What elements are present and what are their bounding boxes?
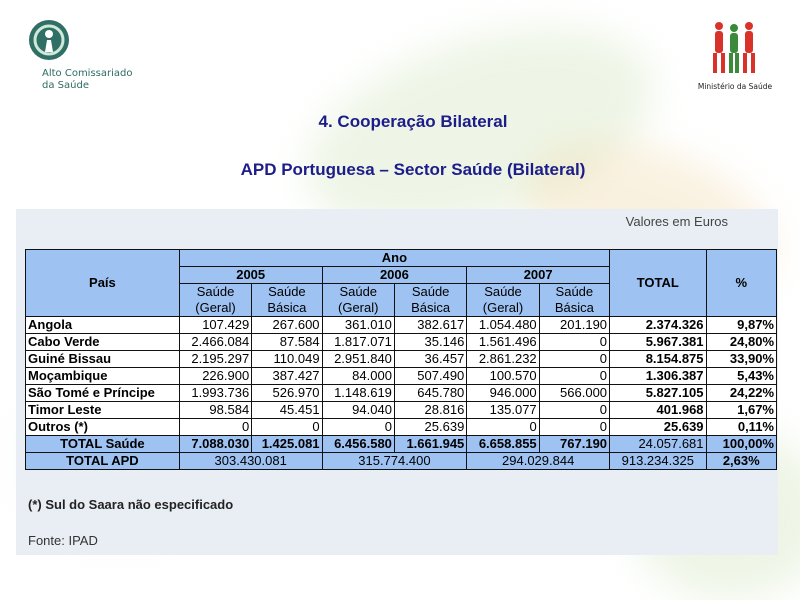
value-cell: 566.000 — [539, 385, 609, 402]
cell: 315.774.400 — [322, 453, 467, 470]
header-saude-basica — [394, 284, 466, 317]
sub-line1: Saúde — [484, 284, 522, 299]
pct-cell: 9,87% — [706, 317, 776, 334]
country-cell: Cabo Verde — [26, 334, 180, 351]
cell: 7.088.030 — [179, 436, 251, 453]
header-pct: % — [706, 250, 776, 317]
table-panel — [16, 209, 778, 555]
value-cell: 361.010 — [322, 317, 394, 334]
pct-cell: 24,22% — [706, 385, 776, 402]
country-cell: São Tomé e Príncipe — [26, 385, 180, 402]
header-saude-basica — [252, 284, 322, 317]
units-label: Valores em Euros — [625, 214, 728, 229]
header-year-2005: 2005 — [179, 267, 322, 284]
country-cell: Guiné Bissau — [26, 351, 180, 368]
value-cell: 0 — [539, 402, 609, 419]
cell: 1.661.945 — [394, 436, 466, 453]
value-cell: 0 — [539, 351, 609, 368]
cell: 294.029.844 — [467, 453, 610, 470]
cell: 303.430.081 — [179, 453, 322, 470]
ministerio-saude-figures-icon — [705, 18, 765, 76]
header-pais: País — [26, 250, 180, 317]
value-cell: 2.951.840 — [322, 351, 394, 368]
pct-cell: 33,90% — [706, 351, 776, 368]
table-row — [26, 317, 777, 334]
value-cell: 1.817.071 — [322, 334, 394, 351]
sub-line2: (Geral) — [338, 300, 379, 315]
value-cell: 267.600 — [252, 317, 322, 334]
value-cell: 526.970 — [252, 385, 322, 402]
total-cell: 25.639 — [610, 419, 707, 436]
value-cell: 645.780 — [394, 385, 466, 402]
table-row — [26, 368, 777, 385]
cell-total: 913.234.325 — [610, 453, 707, 470]
value-cell: 98.584 — [179, 402, 251, 419]
value-cell: 87.584 — [252, 334, 322, 351]
total-apd-row — [26, 453, 777, 470]
logo-text-line1: Alto Comissariado — [42, 68, 133, 79]
ministerio-saude-text: Ministério da Saúde — [697, 82, 773, 91]
total-cell: 5.827.105 — [610, 385, 707, 402]
sub-line2: Básica — [554, 300, 594, 315]
value-cell: 84.000 — [322, 368, 394, 385]
sub-line1: Saúde — [411, 284, 450, 299]
country-cell: Outros (*) — [26, 419, 180, 436]
header-total: TOTAL — [610, 250, 707, 317]
sub-line2: (Geral) — [482, 300, 524, 315]
value-cell: 0 — [539, 419, 609, 436]
header-row-ano — [26, 250, 777, 267]
total-cell: 5.967.381 — [610, 334, 707, 351]
header-ano: Ano — [179, 250, 609, 267]
sub-line1: Saúde — [555, 284, 594, 299]
value-cell: 1.148.619 — [322, 385, 394, 402]
table-row — [26, 419, 777, 436]
alto-comissariado-logo — [27, 18, 147, 92]
cell: 6.456.580 — [322, 436, 394, 453]
value-cell: 2.195.297 — [179, 351, 251, 368]
footnote: (*) Sul do Saara não especificado — [28, 497, 234, 512]
value-cell: 0 — [252, 419, 322, 436]
value-cell: 201.190 — [539, 317, 609, 334]
pct-cell: 24,80% — [706, 334, 776, 351]
cell-total: 24.057.681 — [610, 436, 707, 453]
total-apd-label: TOTAL APD — [26, 453, 180, 470]
cell: 6.658.855 — [467, 436, 539, 453]
value-cell: 1.561.496 — [467, 334, 539, 351]
cell: 1.425.081 — [252, 436, 322, 453]
sub-line1: Saúde — [196, 284, 235, 299]
source-label: Fonte: IPAD — [28, 533, 98, 548]
table-row — [26, 385, 777, 402]
alto-comissariado-emblem-icon — [27, 18, 71, 62]
value-cell: 36.457 — [394, 351, 466, 368]
sub-line2: Básica — [267, 300, 307, 315]
header-year-2007: 2007 — [467, 267, 610, 284]
value-cell: 2.466.084 — [179, 334, 251, 351]
value-cell: 100.570 — [467, 368, 539, 385]
value-cell: 1.993.736 — [179, 385, 251, 402]
value-cell: 110.049 — [252, 351, 322, 368]
header-saude-geral — [322, 284, 394, 317]
value-cell: 107.429 — [179, 317, 251, 334]
table-body — [26, 317, 777, 436]
logo-text-line2: da Saúde — [42, 80, 89, 91]
value-cell: 35.146 — [394, 334, 466, 351]
total-cell: 1.306.387 — [610, 368, 707, 385]
header-saude-geral — [467, 284, 539, 317]
value-cell: 226.900 — [179, 368, 251, 385]
value-cell: 2.861.232 — [467, 351, 539, 368]
table-row — [26, 351, 777, 368]
total-cell: 401.968 — [610, 402, 707, 419]
sub-line2: (Geral) — [195, 300, 236, 315]
total-saude-label: TOTAL Saúde — [26, 436, 180, 453]
pct-cell: 5,43% — [706, 368, 776, 385]
table-row — [26, 334, 777, 351]
ministerio-saude-logo — [690, 18, 780, 91]
value-cell: 946.000 — [467, 385, 539, 402]
sub-line2: Básica — [411, 300, 451, 315]
country-cell: Angola — [26, 317, 180, 334]
header-saude-basica — [539, 284, 609, 317]
total-cell: 2.374.326 — [610, 317, 707, 334]
value-cell: 382.617 — [394, 317, 466, 334]
value-cell: 507.490 — [394, 368, 466, 385]
total-cell: 8.154.875 — [610, 351, 707, 368]
total-saude-row — [26, 436, 777, 453]
value-cell: 0 — [467, 419, 539, 436]
value-cell: 25.639 — [394, 419, 466, 436]
page-subtitle: APD Portuguesa – Sector Saúde (Bilateral) — [240, 160, 586, 179]
cell-pct: 100,00% — [706, 436, 776, 453]
value-cell: 387.427 — [252, 368, 322, 385]
apd-health-table — [25, 249, 777, 470]
value-cell: 0 — [539, 368, 609, 385]
header-year-2006: 2006 — [322, 267, 467, 284]
alto-comissariado-logo-text — [42, 68, 147, 92]
sub-line1: Saúde — [339, 284, 378, 299]
cell-pct: 2,63% — [706, 453, 776, 470]
value-cell: 0 — [539, 334, 609, 351]
page-title: 4. Cooperação Bilateral — [318, 112, 508, 131]
value-cell: 28.816 — [394, 402, 466, 419]
value-cell: 0 — [179, 419, 251, 436]
country-cell: Timor Leste — [26, 402, 180, 419]
sub-line1: Saúde — [268, 284, 306, 299]
cell: 767.190 — [539, 436, 609, 453]
pct-cell: 0,11% — [706, 419, 776, 436]
country-cell: Moçambique — [26, 368, 180, 385]
value-cell: 0 — [322, 419, 394, 436]
value-cell: 135.077 — [467, 402, 539, 419]
header-saude-geral — [179, 284, 251, 317]
value-cell: 94.040 — [322, 402, 394, 419]
table-row — [26, 402, 777, 419]
value-cell: 1.054.480 — [467, 317, 539, 334]
pct-cell: 1,67% — [706, 402, 776, 419]
value-cell: 45.451 — [252, 402, 322, 419]
